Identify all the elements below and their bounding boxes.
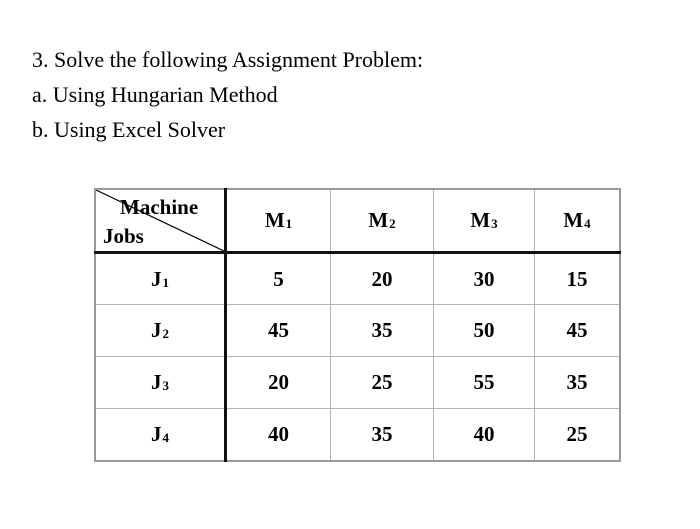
job-subscript: 3 [162,378,169,393]
machine-letter: M [563,208,584,232]
cost-cell: 20 [331,253,434,305]
cost-cell: 45 [226,305,331,357]
table-row [95,253,620,305]
cost-cell: 35 [331,409,434,461]
machine-letter: M [470,208,491,232]
table-row [95,409,620,461]
machine-subscript: 2 [389,216,396,231]
cost-cell: 40 [434,409,535,461]
job-header-j4 [95,409,226,461]
table-header-row [95,189,620,253]
cost-cell: 40 [226,409,331,461]
job-header-j3 [95,357,226,409]
table-row [95,305,620,357]
cost-cell: 55 [434,357,535,409]
machine-axis-label: Machine [120,195,199,219]
cost-cell: 30 [434,253,535,305]
job-letter: J [151,266,162,291]
cost-cell: 50 [434,305,535,357]
job-letter: J [151,318,162,342]
job-letter: J [151,421,162,446]
table-row [95,357,620,409]
cost-cell: 25 [331,357,434,409]
cost-cell: 35 [535,357,621,409]
jobs-axis-label: Jobs [103,224,144,248]
cost-cell: 20 [226,357,331,409]
cost-cell: 35 [331,305,434,357]
machine-header-m3 [434,189,535,253]
question-text [32,42,423,147]
question-part-b: b. Using Excel Solver [32,117,226,142]
question-part-a: a. Using Hungarian Method [32,82,278,107]
job-subscript: 4 [162,429,169,445]
machine-header-m4 [535,189,621,253]
machine-header-m1 [226,189,331,253]
question-title: 3. Solve the following Assignment Problem: [32,47,424,72]
machine-letter: M [368,208,389,232]
assignment-cost-table [94,188,621,462]
cost-cell: 15 [535,253,621,305]
cost-cell: 45 [535,305,621,357]
job-header-j2 [95,305,226,357]
corner-header-cell [95,189,226,253]
job-letter: J [151,370,162,394]
machine-subscript: 3 [491,216,498,231]
job-header-j1 [95,253,226,305]
machine-header-m2 [331,189,434,253]
job-subscript: 2 [162,326,169,341]
cost-cell: 5 [226,253,331,305]
job-subscript: 1 [162,274,169,290]
machine-subscript: 1 [285,216,293,231]
machine-subscript: 4 [584,216,591,231]
machine-letter: M [264,208,285,232]
cost-cell: 25 [535,409,621,461]
